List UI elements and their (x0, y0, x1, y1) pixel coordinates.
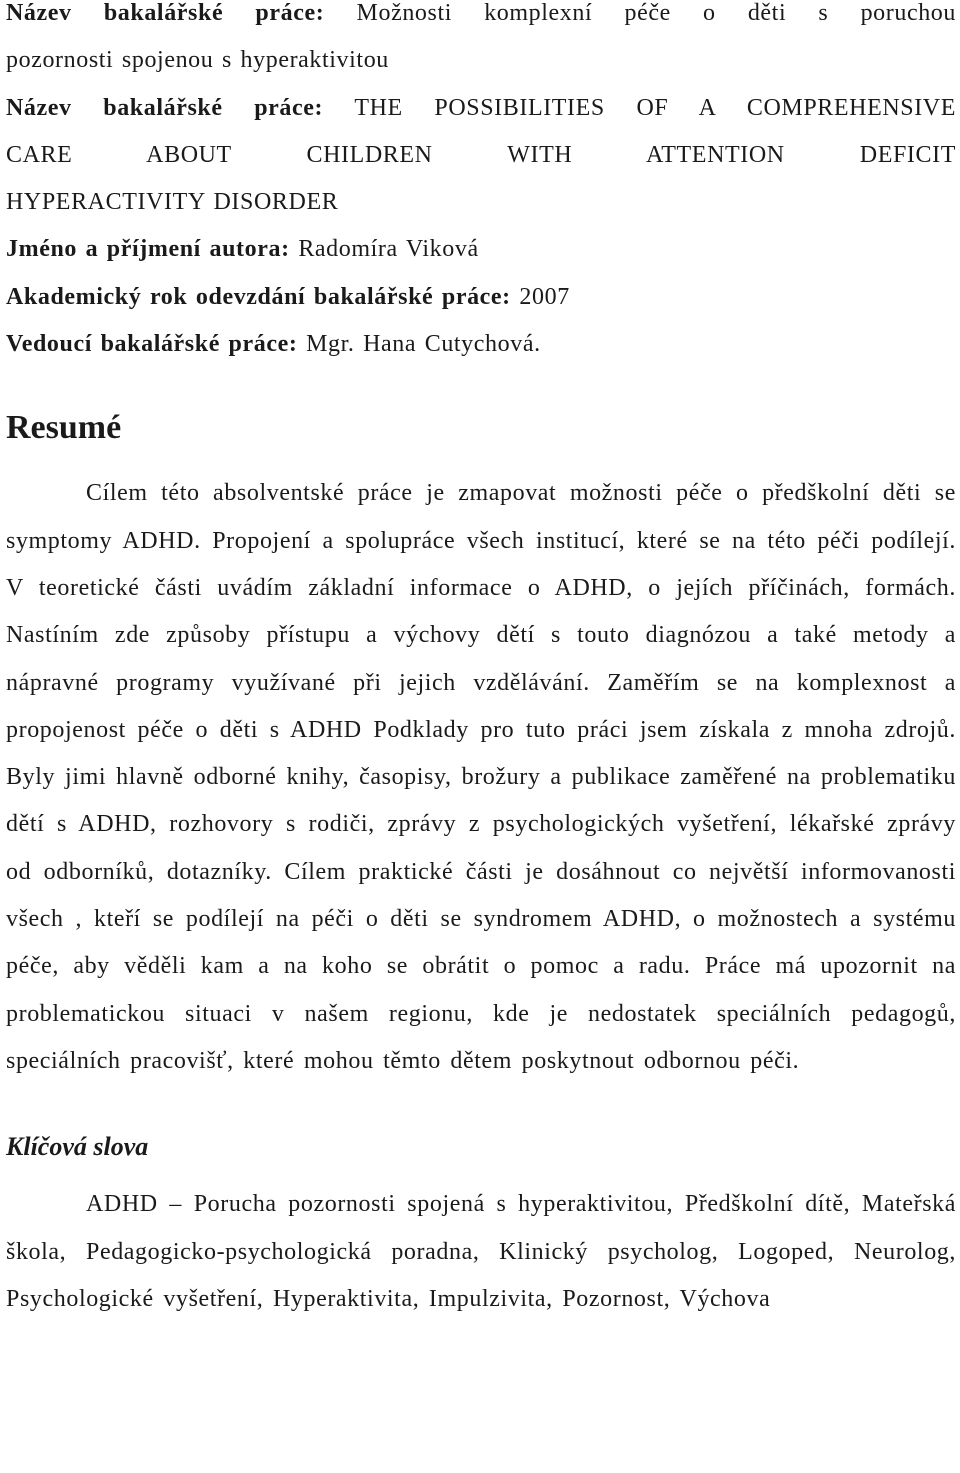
title-cz-line-2 (6, 37, 956, 84)
year-label: Akademický rok odevzdání bakalářské práce: (6, 283, 511, 310)
keywords-heading: Klíčová slova (6, 1132, 149, 1162)
title-en-value-end: HYPERACTIVITY DISORDER (6, 189, 339, 216)
year-line (6, 274, 956, 321)
title-cz-value: Možnosti komplexní péče o děti s poruchou (356, 0, 957, 26)
title-en-line-1 (6, 85, 956, 132)
title-en-label: Název bakalářské práce: (6, 94, 324, 121)
title-en-line-2 (6, 132, 956, 179)
document-page (6, 0, 956, 1347)
author-line (6, 226, 956, 273)
supervisor-line (6, 321, 956, 368)
year-value: 2007 (519, 283, 570, 310)
title-cz-line-1 (6, 0, 956, 37)
author-label: Jméno a příjmení autora: (6, 236, 290, 263)
title-cz-value-cont: pozornosti spojenou s hyperaktivitou (6, 47, 389, 74)
title-cz-label: Název bakalářské práce: (6, 0, 325, 26)
supervisor-label: Vedoucí bakalářské práce: (6, 331, 298, 358)
title-en-line-3 (6, 179, 956, 226)
supervisor-value: Mgr. Hana Cutychová. (306, 331, 541, 358)
author-value: Radomíra Viková (298, 236, 479, 263)
resume-paragraph: Cílem této absolventské práce je zmapovat možnosti péče o předškolní děti se symptomy ADHD. Propojení a spolupráce všech institucí, které se na této péči podílejí. V teoretické části uvádím základní informace o ADHD, o jejích příčinách, formách. Nastíním zde způsoby přístupu a výchovy dětí s touto diagnózou a také metody a nápravné programy využívané při jejich vzdělávání. Zaměřím se na komplexnost a propojenost péče o děti s ADHD Podklady pro tuto práci jsem získala z mnoha zdrojů. Byly jimi hlavně odborné knihy, časopisy, brožury a publikace zaměřené na problematiku dětí s ADHD, rozhovory s rodiči, zprávy z psychologických vyšetření, lékařské zprávy od odborníků, dotazníky. Cílem praktické části je dosáhnout co největší informovanosti všech , kteří se podílejí na péči o děti se syndromem ADHD, o možnostech a systému péče, aby věděli kam a na koho se obrátit o pomoc a radu. Práce má upozornit na problematickou situaci v našem regionu, kde je nedostatek speciálních pedagogů, speciálních pracovišť, které mohou těmto dětem poskytnout odbornou péči. (6, 480, 956, 1074)
title-en-value: THE POSSIBILITIES OF A COMPREHENSIVE (354, 94, 957, 121)
keywords-paragraph: ADHD – Porucha pozornosti spojená s hyperaktivitou, Předškolní dítě, Mateřská škola, Pedagogicko-psychologická poradna, Klinický psycholog, Logoped, Neurolog, Psychologické vyšetření, Hyperaktivita, Impulzivita, Pozornost, Výchova (6, 1191, 956, 1312)
title-en-value-cont: CARE ABOUT CHILDREN WITH ATTENTION DEFICIT (6, 141, 956, 168)
resume-heading: Resumé (6, 409, 122, 447)
